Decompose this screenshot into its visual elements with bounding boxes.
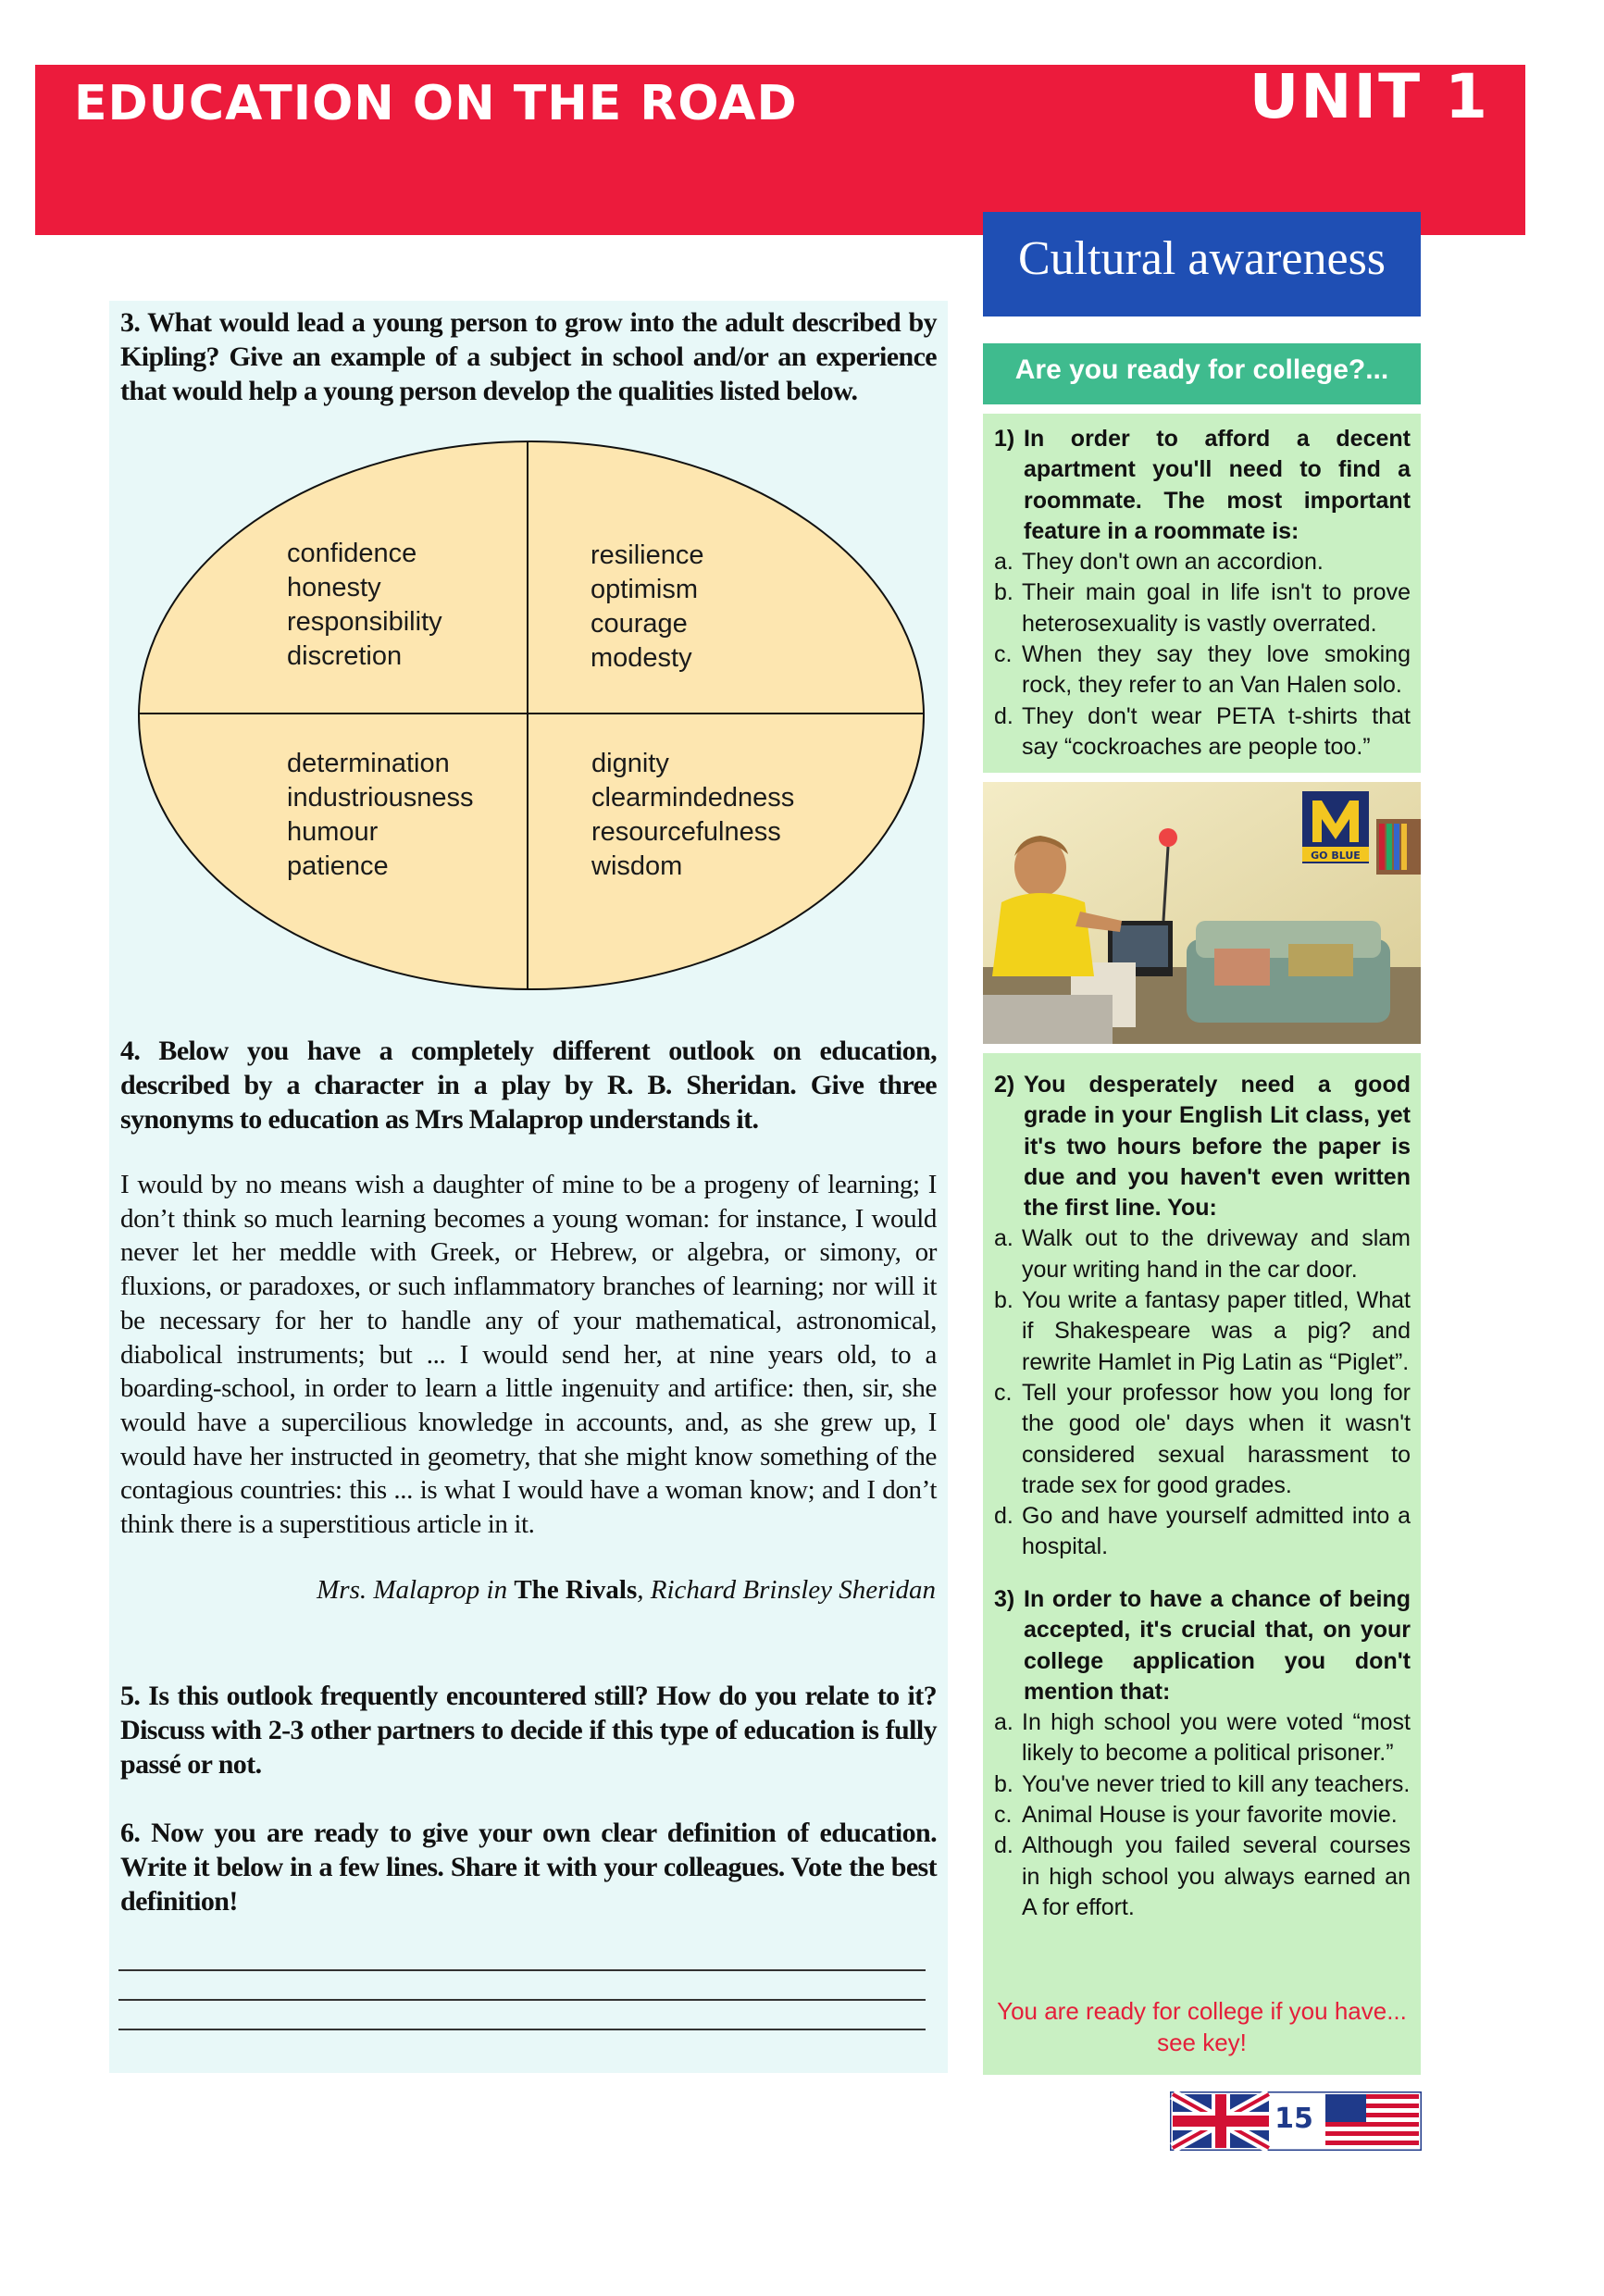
quote-attribution	[317, 1575, 936, 1606]
answer-option[interactable]	[994, 1800, 1411, 1831]
answer-option[interactable]	[994, 1501, 1411, 1563]
quality-item: responsibility	[287, 607, 442, 637]
option-text: Tell your professor how you long for the good ole' days when it wasn't considered sexual harassment to trade sex for good grades.	[1022, 1379, 1411, 1498]
answer-option[interactable]	[994, 639, 1411, 701]
quadrant-top-right	[591, 539, 704, 676]
option-text: In high school you were voted “most likely to become a political prisoner.”	[1022, 1709, 1411, 1767]
option-letter: c.	[994, 641, 1013, 668]
question-number: 2)	[994, 1072, 1015, 1098]
malaprop-quote: I would by no means wish a daughter of mine to be a progeny of learning; I don’t think so much learning becomes a young woman: for instance, I would never let her meddle with Greek, or Hebrew, or algebra, or simony, or fluxions, or paradoxes, or such inflammatory branches of learning; nor will it be necessary for her to handle any of your mathematical, astronomical, diabolical instruments; but ... I would send her, at nine years old, to a boarding-school, in order to learn a little ingenuity and artifice: then, sir, she would have a supercilious knowledge in accounts, and, as she grew up, I would have her instructed in geometry, that she might know something of the contagious countries: this ... is what I would have a woman know; and I don’t think there is a superstitious article in it.	[120, 1170, 937, 1540]
question-5: 5. Is this outlook frequently encountered still? How do you relate to it? Discuss with 2-3 other partners to decide if this type of education is fully passé or not.	[120, 1681, 937, 1780]
option-text: Their main goal in life isn't to prove heterosexuality is vastly overrated.	[1022, 579, 1411, 637]
option-letter: d.	[994, 1503, 1013, 1530]
option-letter: d.	[994, 702, 1013, 729]
option-text: Although you failed several courses in high school you always earned an A for effort.	[1022, 1832, 1411, 1920]
question-6: 6. Now you are ready to give your own clear definition of education. Write it below in a few lines. Share it with your colleagues. Vote the best definition!	[120, 1818, 937, 1917]
quality-item: humour	[287, 817, 379, 847]
page-number: 15	[1274, 2103, 1313, 2135]
quality-item: wisdom	[591, 851, 683, 881]
attribution-work: The Rivals	[514, 1575, 638, 1605]
option-text: They don't own an accordion.	[1022, 549, 1324, 576]
option-letter: b.	[994, 1287, 1013, 1314]
quality-item: honesty	[287, 573, 381, 602]
question-4: 4. Below you have a completely different outlook on education, described by a character in a play by R. B. Sheridan. Give three synonyms to education as Mrs Malaprop understands it.	[120, 1036, 937, 1135]
quiz-question-2	[994, 1070, 1411, 1563]
answer-option[interactable]	[994, 1831, 1411, 1923]
option-text: Animal House is your favorite movie.	[1022, 1802, 1398, 1829]
option-letter: a.	[994, 1225, 1013, 1252]
quiz-question-1	[994, 424, 1411, 763]
option-letter: c.	[994, 1802, 1013, 1829]
question-text: You desperately need a good grade in your English Lit class, yet it's two hours before the paper is due and you haven't even written the first line. You:	[1024, 1072, 1411, 1222]
answer-option[interactable]	[994, 577, 1411, 639]
quadrant-top-left	[287, 537, 442, 674]
quality-item: courage	[591, 609, 688, 639]
answer-option[interactable]	[994, 1769, 1411, 1800]
photo-banner-text: GO BLUE	[1311, 850, 1361, 862]
answer-option[interactable]	[994, 1223, 1411, 1285]
question-stem	[994, 424, 1411, 547]
dorm-room-photo	[983, 782, 1421, 1044]
uk-flag-icon	[1173, 2094, 1269, 2148]
quiz-question-3	[994, 1584, 1411, 1923]
attribution-author: , Richard Brinsley Sheridan	[637, 1575, 936, 1605]
quality-item: dignity	[591, 749, 669, 778]
option-text: When they say they love smoking rock, they refer to an Van Halen solo.	[1022, 641, 1411, 699]
question-3: 3. What would lead a young person to grow into the adult described by Kipling? Give an example of a subject in school and/or an experience that would help a young person develop the qualities listed below.	[120, 307, 937, 406]
dorm-room-illustration	[983, 782, 1421, 1044]
us-flag-icon	[1325, 2094, 1419, 2148]
qualities-diagram	[137, 440, 926, 991]
option-text: They don't wear PETA t-shirts that say “cockroaches are people too.”	[1022, 702, 1411, 760]
answer-option[interactable]	[994, 1378, 1411, 1501]
quality-item: determination	[287, 749, 450, 778]
option-letter: c.	[994, 1379, 1013, 1406]
answer-line[interactable]	[118, 1999, 926, 2001]
quality-item: resourcefulness	[591, 817, 781, 847]
answer-line[interactable]	[118, 2029, 926, 2030]
question-number: 1)	[994, 426, 1015, 452]
unit-title: UNIT 1	[1249, 61, 1489, 132]
question-text: In order to afford a decent apartment you'll need to find a roommate. The most important feature in a roommate is:	[1024, 426, 1411, 544]
quality-item: patience	[287, 851, 389, 881]
quality-item: resilience	[591, 540, 704, 570]
quality-item: confidence	[287, 539, 417, 568]
quiz-title: Are you ready for college?...	[1014, 354, 1389, 385]
option-letter: a.	[994, 549, 1013, 576]
quality-item: industriousness	[287, 783, 474, 813]
option-letter: d.	[994, 1832, 1013, 1859]
question-stem	[994, 1584, 1411, 1707]
cultural-awareness-title: Cultural awareness	[1017, 232, 1386, 285]
quality-item: clearmindedness	[591, 783, 795, 813]
quality-item: optimism	[591, 575, 699, 604]
quality-item: modesty	[591, 643, 692, 673]
question-text: In order to have a chance of being accepted, it's crucial that, on your college application you don't mention that:	[1024, 1586, 1411, 1705]
quadrant-bottom-right	[591, 747, 794, 884]
quadrant-bottom-left	[287, 747, 474, 884]
answer-line[interactable]	[118, 1969, 926, 1971]
qualities-ellipse	[137, 440, 926, 991]
answer-option[interactable]	[994, 1707, 1411, 1769]
quality-item: discretion	[287, 641, 403, 671]
attribution-speaker: Mrs. Malaprop in	[317, 1575, 515, 1605]
option-letter: b.	[994, 579, 1013, 606]
option-text: You write a fantasy paper titled, What if Shakespeare was a pig? and rewrite Hamlet in Pig Latin as “Piglet”.	[1022, 1287, 1411, 1375]
question-number: 3)	[994, 1586, 1015, 1612]
option-letter: a.	[994, 1709, 1013, 1736]
question-stem	[994, 1070, 1411, 1223]
section-header-title: EDUCATION ON THE ROAD	[74, 76, 798, 131]
option-text: Go and have yourself admitted into a hospital.	[1022, 1503, 1411, 1560]
option-text: You've never tried to kill any teachers.	[1022, 1770, 1411, 1797]
answer-key-note: You are ready for college if you have... see key!	[997, 1997, 1407, 2056]
option-letter: b.	[994, 1770, 1013, 1797]
answer-option[interactable]	[994, 547, 1411, 577]
answer-option[interactable]	[994, 701, 1411, 763]
answer-option[interactable]	[994, 1285, 1411, 1378]
option-text: Walk out to the driveway and slam your writing hand in the car door.	[1022, 1225, 1411, 1283]
